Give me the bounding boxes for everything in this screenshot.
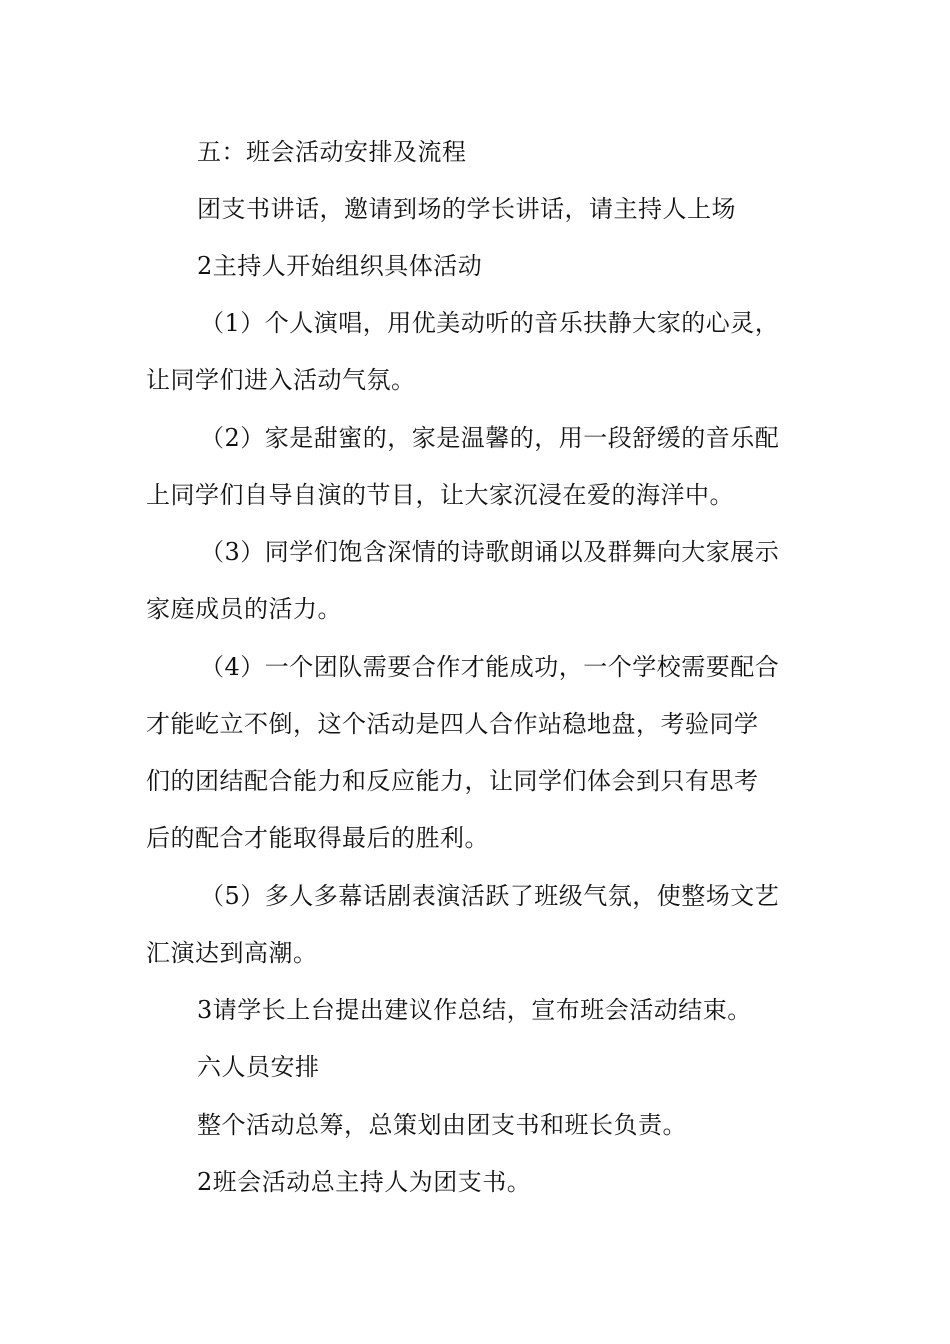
paragraph-line: （4）一个团队需要合作才能成功，一个学校需要配合 bbox=[200, 653, 780, 681]
paragraph-line: 团支书讲话，邀请到场的学长讲话，请主持人上场 bbox=[197, 195, 736, 223]
paragraph-line: 上同学们自导自演的节目，让大家沉浸在爱的海洋中。 bbox=[146, 481, 734, 509]
paragraph-line: （5）多人多幕话剧表演活跃了班级气氛，使整场文艺 bbox=[200, 882, 780, 910]
paragraph-line: （3）同学们饱含深情的诗歌朗诵以及群舞向大家展示 bbox=[200, 538, 780, 566]
paragraph-line: 家庭成员的活力。 bbox=[146, 595, 342, 623]
paragraph-line: （1）个人演唱，用优美动听的音乐扶静大家的心灵， bbox=[200, 309, 780, 337]
paragraph-line: 3请学长上台提出建议作总结，宣布班会活动结束。 bbox=[197, 996, 752, 1024]
paragraph-line: 整个活动总筹，总策划由团支书和班长负责。 bbox=[197, 1111, 687, 1139]
paragraph-line: 让同学们进入活动气氛。 bbox=[146, 366, 416, 394]
paragraph-line: 才能屹立不倒，这个活动是四人合作站稳地盘，考验同学 bbox=[146, 710, 759, 738]
section-heading-five: 五：班会活动安排及流程 bbox=[197, 138, 467, 166]
section-heading-six: 六人员安排 bbox=[197, 1053, 320, 1081]
paragraph-line: （2）家是甜蜜的，家是温馨的，用一段舒缓的音乐配 bbox=[200, 424, 780, 452]
paragraph-line: 2主持人开始组织具体活动 bbox=[197, 252, 483, 280]
paragraph-line: 汇演达到高潮。 bbox=[146, 939, 318, 967]
paragraph-line: 后的配合才能取得最后的胜利。 bbox=[146, 824, 489, 852]
paragraph-line: 们的团结配合能力和反应能力，让同学们体会到只有思考 bbox=[146, 767, 759, 795]
paragraph-line: 2班会活动总主持人为团支书。 bbox=[197, 1168, 532, 1196]
